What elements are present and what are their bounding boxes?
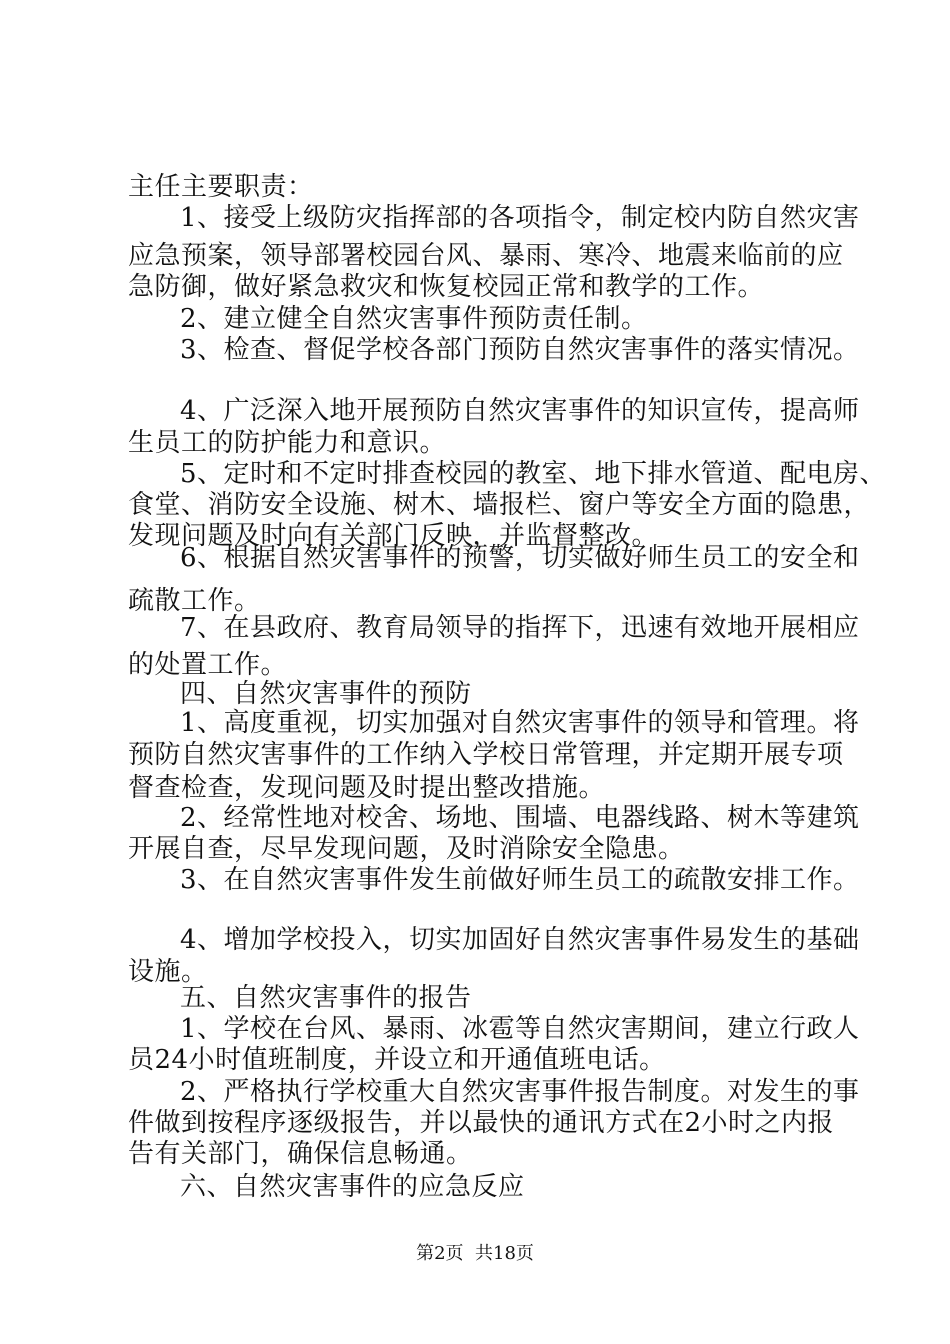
text-line: 四、自然灾害事件的预防 bbox=[180, 679, 472, 709]
text-line: 设施。 bbox=[128, 957, 208, 987]
text-line: 应急预案，领导部署校园台风、暴雨、寒冷、地震来临前的应 bbox=[128, 241, 844, 271]
page-number-footer: 第2页 共18页 bbox=[416, 1243, 534, 1264]
text-line: 7、在县政府、教育局领导的指挥下，迅速有效地开展相应 bbox=[180, 613, 860, 643]
text-line: 督查检查，发现问题及时提出整改措施。 bbox=[128, 773, 606, 803]
text-line: 五、自然灾害事件的报告 bbox=[180, 983, 472, 1013]
text-line: 疏散工作。 bbox=[128, 586, 261, 616]
text-line: 开展自查，尽早发现问题，及时消除安全隐患。 bbox=[128, 834, 685, 864]
text-line: 6、根据自然灾害事件的预警，切实做好师生员工的安全和 bbox=[180, 543, 860, 573]
text-line: 3、在自然灾害事件发生前做好师生员工的疏散安排工作。 bbox=[180, 865, 860, 895]
text-line: 4、增加学校投入，切实加固好自然灾害事件易发生的基础 bbox=[180, 925, 860, 955]
text-line: 3、检查、督促学校各部门预防自然灾害事件的落实情况。 bbox=[180, 335, 860, 365]
text-line: 主任主要职责： bbox=[128, 172, 314, 202]
text-line: 告有关部门，确保信息畅通。 bbox=[128, 1139, 473, 1169]
text-line: 2、建立健全自然灾害事件预防责任制。 bbox=[180, 304, 648, 334]
text-line: 食堂、消防安全设施、树木、墙报栏、窗户等安全方面的隐患， bbox=[128, 490, 871, 520]
text-line: 1、高度重视，切实加强对自然灾害事件的领导和管理。将 bbox=[180, 708, 860, 738]
text-line: 4、广泛深入地开展预防自然灾害事件的知识宣传，提高师 bbox=[180, 396, 860, 426]
text-line: 2、经常性地对校舍、场地、围墙、电器线路、树木等建筑 bbox=[180, 803, 860, 833]
text-line: 发现问题及时向有关部门反映，并监督整改。 bbox=[128, 521, 659, 551]
text-line: 员24小时值班制度，并设立和开通值班电话。 bbox=[128, 1045, 666, 1075]
text-line: 2、严格执行学校重大自然灾害事件报告制度。对发生的事 bbox=[180, 1077, 860, 1107]
text-line: 急防御，做好紧急救灾和恢复校园正常和教学的工作。 bbox=[128, 272, 765, 302]
text-line: 六、自然灾害事件的应急反应 bbox=[180, 1172, 525, 1202]
text-line: 预防自然灾害事件的工作纳入学校日常管理，并定期开展专项 bbox=[128, 740, 844, 770]
text-line: 1、学校在台风、暴雨、冰雹等自然灾害期间，建立行政人 bbox=[180, 1014, 860, 1044]
text-line: 1、接受上级防灾指挥部的各项指令，制定校内防自然灾害 bbox=[180, 203, 860, 233]
text-line: 件做到按程序逐级报告，并以最快的通讯方式在2小时之内报 bbox=[128, 1108, 835, 1138]
text-line: 生员工的防护能力和意识。 bbox=[128, 428, 447, 458]
text-line: 的处置工作。 bbox=[128, 650, 288, 680]
text-line: 5、定时和不定时排查校园的教室、地下排水管道、配电房、 bbox=[180, 459, 887, 489]
